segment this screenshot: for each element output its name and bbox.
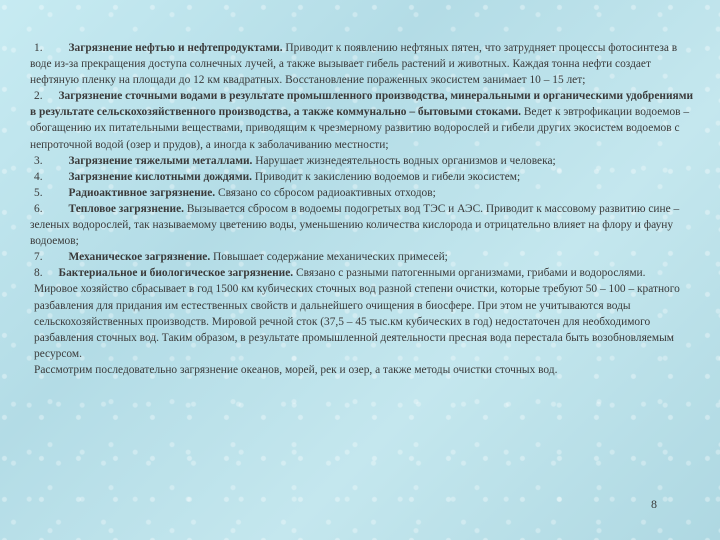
item-number: 5. — [34, 186, 43, 199]
item-number: 1. — [34, 42, 43, 54]
item-number: 7. — [34, 251, 43, 264]
list-item-pollution-2 — [30, 88, 696, 152]
item-heading: Бактериальное и биологическое загрязнение. — [58, 267, 294, 280]
item-description: Связано со сбросом радиоактивных отходов; — [215, 186, 436, 199]
item-number: 4. — [34, 170, 43, 183]
item-description: Связано с разными патогенными организмами, грибами и водорослями. — [293, 267, 646, 280]
item-heading: Тепловое загрязнение. — [68, 202, 184, 215]
list-item-pollution-5 — [30, 185, 696, 201]
item-heading: Загрязнение сточными водами в результате промышленного производства, минеральными и органическими удобрениями в результате сельскохозяйственного производства, а также коммунально – бытовыми стоками. — [30, 90, 694, 119]
item-heading: Радиоактивное загрязнение. — [68, 186, 216, 199]
list-item-pollution-4 — [30, 169, 696, 185]
list-item-pollution-8 — [30, 265, 696, 281]
item-number: 8. — [34, 267, 43, 280]
item-number: 2. — [34, 90, 43, 103]
list-item-pollution-6 — [30, 201, 696, 249]
slide-text-body — [30, 40, 696, 378]
page-number: 8 — [651, 497, 657, 511]
paragraph-world-wastewater: Мировое хозяйство сбрасывает в год 1500 км кубических сточных вод разной степени очистки, которые требуют 50 – 100 – кратного разбавления для придания им естественных свойств и дальнейшего очищения в биосфере. При этом не учитываются воды сельскохозяйственных производств. Мировой речной сток (37,5 – 45 тыс.км кубических в год) недостаточен для необходимого разбавления сточных вод. Таким образом, в результате промышленной деятельности пресная вода перестала быть возобновляемым ресурсом. — [34, 283, 680, 360]
item-heading: Загрязнение тяжелыми металлами. — [68, 154, 253, 167]
item-description: Приводит к появлению нефтяных пятен, что затрудняет процессы фотосинтеза в воде из-за прекращения доступа солнечных лучей, а также вызывает гибель растений и животных. Каждая тонна нефти создает нефтяную пленку на площади до 12 км квадратных. Восстановление пораженных экосистем занимает 10 – 15 лет; — [30, 42, 678, 87]
item-description: Нарушает жизнедеятельность водных организмов и человека; — [252, 154, 556, 167]
list-item-pollution-3 — [30, 153, 696, 169]
item-description: Ведет к эвтрофикации водоемов – обогащению их питательными веществами, приводящим к чрезмерному развитию водорослей и гибели других экосистем водоемов с непроточной водой (озер и прудов), а иногда к заболачиванию местности; — [30, 106, 690, 151]
item-description: Вызывается сбросом в водоемы подогретых вод ТЭС и АЭС. Приводит к массовому развитию сине – зеленых водорослей, так называемому цветению воды, уменьшению количества кислорода и отрицательно влияет на флору и фауну водоемов; — [30, 202, 680, 248]
item-heading: Загрязнение нефтью и нефтепродуктами. — [68, 42, 283, 54]
item-heading: Загрязнение кислотными дождями. — [68, 170, 253, 183]
item-description: Повышает содержание механических примесей; — [210, 251, 448, 264]
list-item-pollution-7 — [30, 249, 696, 265]
paragraph-next-topic: Рассмотрим последовательно загрязнение океанов, морей, рек и озер, а также методы очистки сточных вод. — [34, 363, 558, 376]
item-description: Приводит к закислению водоемов и гибели экосистем; — [252, 170, 521, 183]
item-number: 6. — [34, 202, 43, 215]
list-item-pollution-1 — [30, 40, 696, 88]
item-heading: Механическое загрязнение. — [68, 251, 211, 264]
item-number: 3. — [34, 154, 43, 167]
